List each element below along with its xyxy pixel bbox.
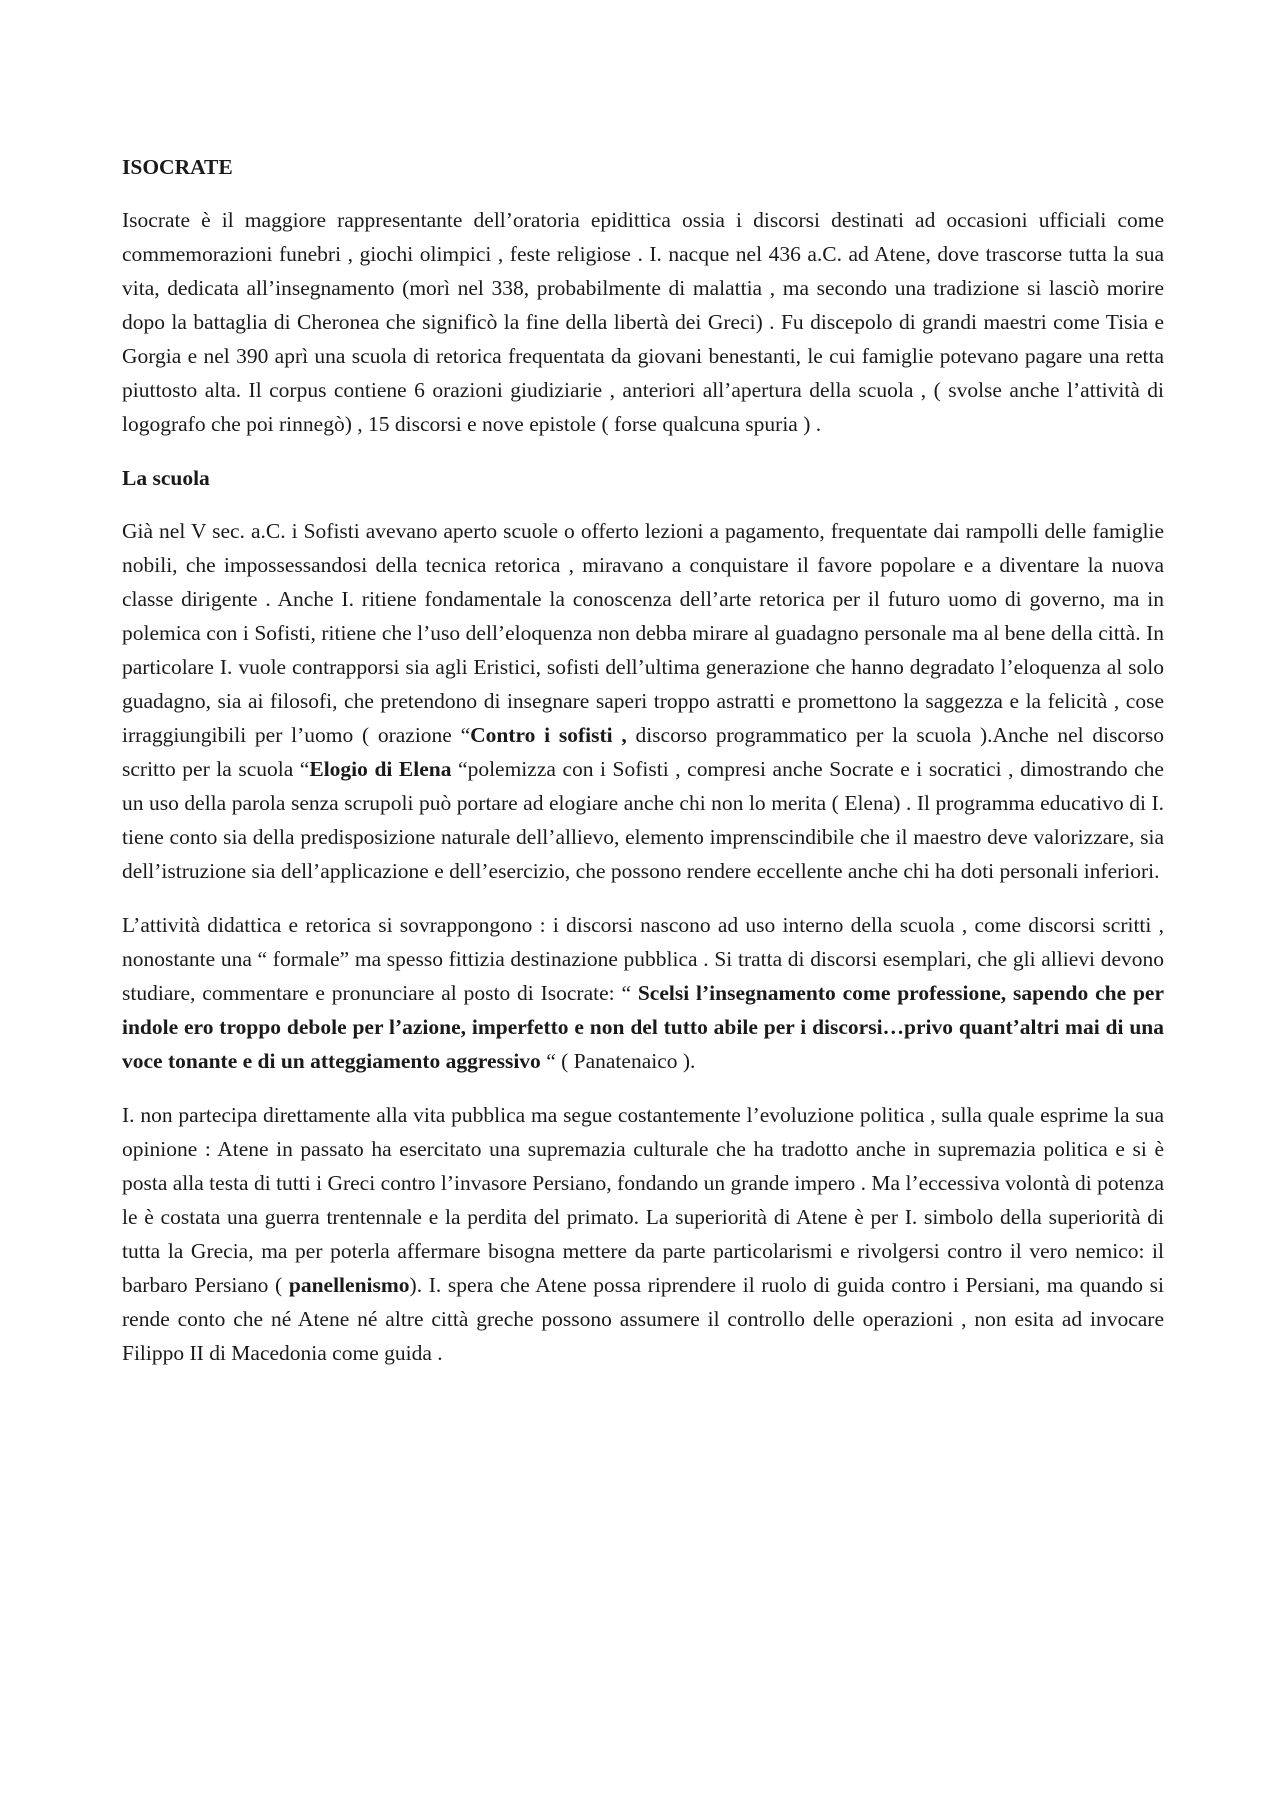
- text-run: I. non partecipa direttamente alla vita pubblica ma segue costantemente l’evoluzione politica , sulla quale esprime la sua opinione : Atene in passato ha esercitato una supremazia culturale che ha tradotto anche in supremazia politica e si è posta alla testa di tutti i Greci contro l’invasore Persiano, fondando un grande impero . Ma l’eccessiva volontà di potenza le è costata una guerra trentennale e la perdita del primato. La superiorità di Atene è per I. simbolo della superiorità di tutta la Grecia, ma per poterla affermare bisogna mettere da parte particolarismi e rivolgersi contro il vero nemico: il barbaro Persiano (: [122, 1103, 1164, 1297]
- text-run: discorso programmatico per la scuola ).Anche nel discorso scritto per la scuola “: [122, 723, 1165, 781]
- work-title-contro-i-sofisti: Contro i sofisti ,: [470, 723, 627, 747]
- document-title: ISOCRATE: [122, 155, 233, 179]
- text-run: L’attività didattica e retorica si sovrappongono : i discorsi nascono ad uso interno della scuola , come discorsi scritti , nonostante una “ formale” ma spesso fittizia destinazione pubblica . Si tratta di discorsi esemplari, che gli allievi devono studiare, commentare e pronunciare al posto di Isocrate: “: [122, 913, 1164, 1005]
- didactic-paragraph: [122, 908, 1164, 1078]
- text-run: “ ( Panatenaico ).: [540, 1049, 696, 1073]
- school-paragraph: [122, 514, 1164, 888]
- politics-paragraph: [122, 1098, 1164, 1370]
- text-run: “polemizza con i Sofisti , compresi anche Socrate e i socratici , dimostrando che un uso della parola senza scrupoli può portare ad elogiare anche chi non lo merita ( Elena) . Il programma educativo di I. tiene conto sia della predisposizione naturale dell’allievo, elemento imprenscindibile che il maestro deve valorizzare, sia dell’istruzione sia dell’applicazione e dell’esercizio, che possono rendere eccellente anche chi ha doti personali inferiori.: [122, 757, 1164, 883]
- intro-paragraph: Isocrate è il maggiore rappresentante dell’oratoria epidittica ossia i discorsi destinati ad occasioni ufficiali come commemorazioni funebri , giochi olimpici , feste religiose . I. nacque nel 436 a.C. ad Atene, dove trascorse tutta la sua vita, dedicata all’insegnamento (morì nel 338, probabilmente di malattia , ma secondo una tradizione si lasciò morire dopo la battaglia di Cheronea che significò la fine della libertà dei Greci) . Fu discepolo di grandi maestri come Tisia e Gorgia e nel 390 aprì una scuola di retorica frequentata da giovani benestanti, le cui famiglie potevano pagare una retta piuttosto alta. Il corpus contiene 6 orazioni giudiziarie , anteriori all’apertura della scuola , ( svolse anche l’attività di logografo che poi rinnegò) , 15 discorsi e nove epistole ( forse qualcuna spuria ) .: [122, 208, 1164, 436]
- term-panellenismo: panellenismo: [288, 1273, 410, 1297]
- quoted-passage: Scelsi l’insegnamento come professione, sapendo che per indole ero troppo debole per l’azione, imperfetto e non del tutto abile per i discorsi…privo quant’altri mai di una voce tonante e di un atteggiamento aggressivo: [122, 981, 1164, 1073]
- work-title-elogio-di-elena: Elogio di Elena: [309, 757, 452, 781]
- text-run: ). I. spera che Atene possa riprendere il ruolo di guida contro i Persiani, ma quando si rende conto che né Atene né altre città greche possono assumere il controllo delle operazioni , non esita ad invocare Filippo II di Macedonia come guida .: [122, 1273, 1164, 1365]
- section-heading: La scuola: [122, 466, 210, 490]
- text-run: Già nel V sec. a.C. i Sofisti avevano aperto scuole o offerto lezioni a pagamento, frequentate dai rampolli delle famiglie nobili, che impossessandosi della tecnica retorica , miravano a conquistare il favore popolare e a diventare la nuova classe dirigente . Anche I. ritiene fondamentale la conoscenza dell’arte retorica per il futuro uomo di governo, ma in polemica con i Sofisti, ritiene che l’uso dell’eloquenza non debba mirare al guadagno personale ma al bene della città. In particolare I. vuole contrapporsi sia agli Eristici, sofisti dell’ultima generazione che hanno degradato l’eloquenza al solo guadagno, sia ai filosofi, che pretendono di insegnare saperi troppo astratti e promettono la saggezza e la felicità , cose irraggiungibili per l’uomo ( orazione “: [122, 519, 1164, 747]
- document-page: [122, 0, 1164, 1390]
